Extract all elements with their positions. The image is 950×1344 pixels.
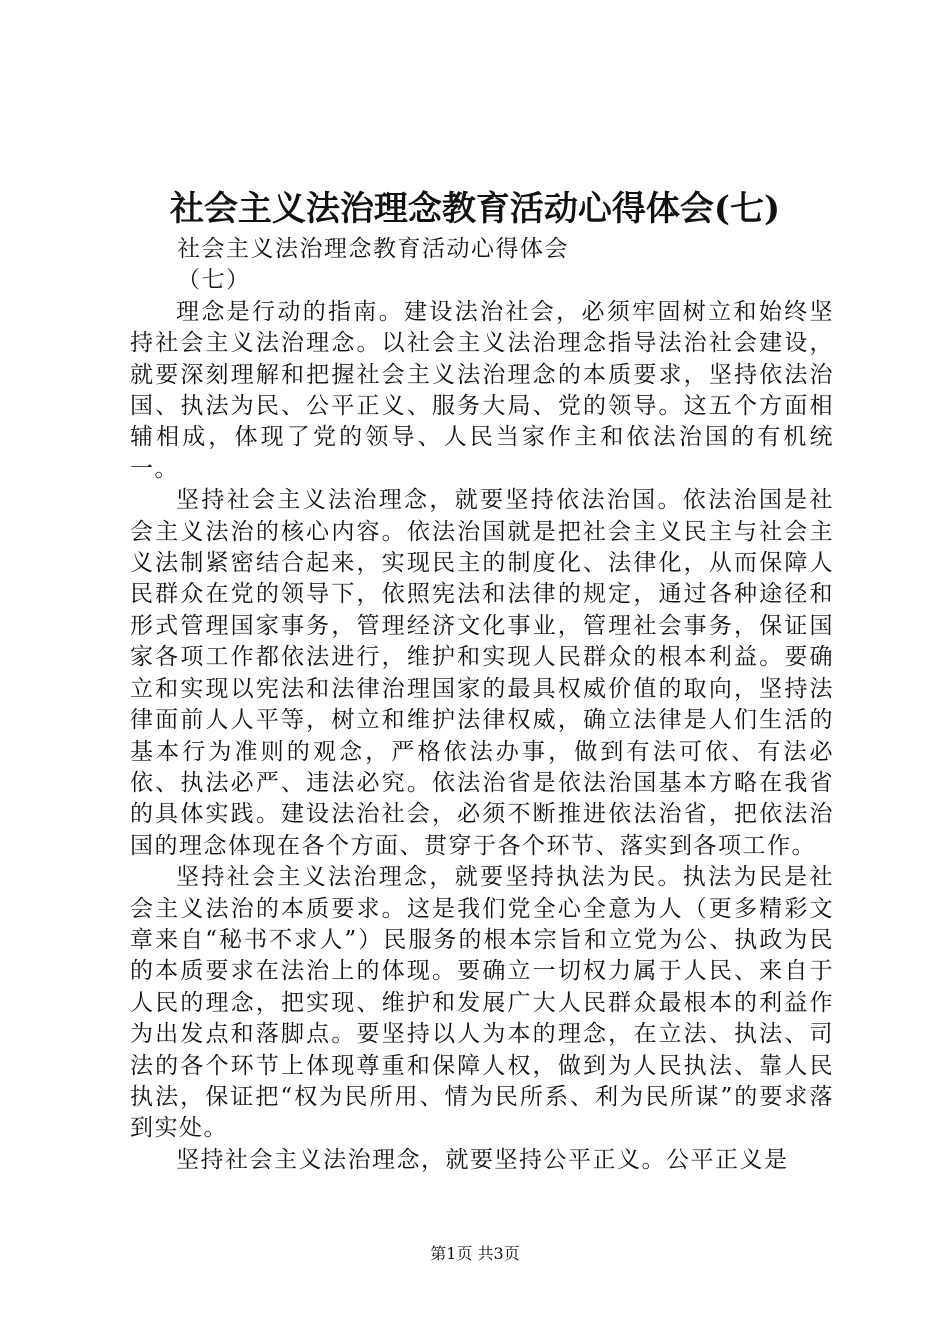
- document-title: 社会主义法治理念教育活动心得体会(七): [169, 189, 781, 229]
- body-paragraph-1: 理念是行动的指南。建设法治社会，必须牢固树立和始终坚持社会主义法治理念。以社会主义法治理念指导法治社会建设，就要深刻理解和把握社会主义法治理念的本质要求，坚持依法治国、执法为民、公平正义、服务大局、党的领导。这五个方面相辅相成，体现了党的领导、人民当家作主和依法治国的有机统一。: [130, 298, 834, 482]
- body-paragraph-2: 坚持社会主义法治理念，就要坚持依法治国。依法治国是社会主义法治的核心内容。依法治国就是把社会主义民主与社会主义法制紧密结合起来，实现民主的制度化、法律化，从而保障人民群众在党的领导下，依照宪法和法律的规定，通过各种途径和形式管理国家事务，管理经济文化事业，管理社会事务，保证国家各项工作都依法进行，维护和实现人民群众的根本利益。要确立和实现以宪法和法律治理国家的最具权威价值的取向，坚持法律面前人人平等，树立和维护法律权威，确立法律是人们生活的基本行为准则的观念，严格依法办事，做到有法可依、有法必依、执法必严、违法必究。依法治省是依法治国基本方略在我省的具体实践。建设法治社会，必须不断推进依法治省，把依法治国的理念体现在各个方面、贯穿于各个环节、落实到各项工作。: [130, 487, 834, 859]
- document-body: [130, 234, 834, 1176]
- document-subtitle: 社会主义法治理念教育活动心得体会: [177, 236, 569, 262]
- document-subtitle-number: （七）: [177, 267, 251, 294]
- body-paragraph-4: 坚持社会主义法治理念，就要坚持公平正义。公平正义是: [176, 1146, 789, 1173]
- page-footer: 第1页 共3页: [430, 1244, 520, 1263]
- body-paragraph-3: 坚持社会主义法治理念，就要坚持执法为民。执法为民是社会主义法治的本质要求。这是我们党全心全意为人（更多精彩文章来自“秘书不求人”）民服务的根本宗旨和立党为公、执政为民的本质要求在法治上的体现。要确立一切权力属于人民、来自于人民的理念，把实现、维护和发展广大人民群众最根本的利益作为出发点和落脚点。要坚持以人为本的理念，在立法、执法、司法的各个环节上体现尊重和保障人权，做到为人民执法、靠人民执法，保证把“权为民所用、情为民所系、利为民所谋”的要求落到实处。: [130, 864, 834, 1142]
